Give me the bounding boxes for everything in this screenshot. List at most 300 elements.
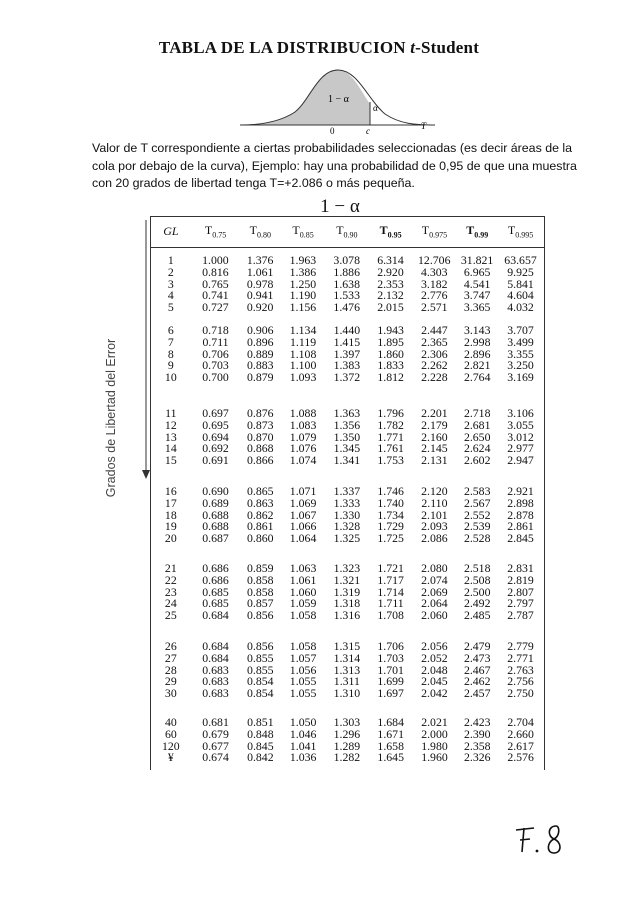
- value-cell: 1.108: [289, 346, 317, 361]
- value-cell: 1.721: [377, 561, 404, 575]
- value-cell: 2.787: [507, 608, 534, 623]
- value-cell: 3.012: [507, 429, 534, 444]
- value-cell: 2.921: [507, 484, 534, 498]
- value-cell: 1.963: [289, 253, 317, 267]
- value-cell: 0.865: [247, 484, 274, 498]
- value-cell: 0.690: [202, 484, 229, 498]
- col-header: $T_{0.75}$: [204, 223, 227, 240]
- value-cell: 0.700: [202, 370, 229, 385]
- df-cell: 11: [165, 406, 177, 420]
- value-cell: 0.856: [247, 608, 274, 623]
- df-cell: 7: [167, 334, 174, 349]
- value-cell: 2.617: [507, 738, 534, 753]
- value-cell: 2.069: [421, 584, 448, 599]
- value-cell: 1.761: [377, 441, 404, 456]
- value-cell: 1.397: [333, 346, 361, 361]
- row-group: [150, 563, 543, 622]
- svg-text:F. 8: F. 8: [512, 820, 514, 821]
- value-cell: 2.896: [463, 346, 491, 361]
- value-cell: 1.782: [377, 417, 404, 432]
- value-cell: 2.624: [463, 441, 491, 456]
- value-cell: 1.156: [289, 300, 317, 315]
- value-cell: 0.692: [202, 441, 229, 456]
- value-cell: 2.021: [421, 715, 448, 729]
- value-cell: 0.686: [202, 572, 229, 587]
- value-cell: 0.889: [247, 346, 274, 361]
- df-cell: 29: [164, 674, 177, 689]
- df-cell: 40: [164, 715, 177, 729]
- value-cell: 2.718: [463, 406, 491, 420]
- col-header: $T_{0.85}$: [292, 223, 314, 240]
- t-label: T: [421, 121, 427, 131]
- value-cell: 0.695: [202, 417, 229, 432]
- value-cell: 2.093: [421, 519, 448, 534]
- table-row: [150, 533, 543, 545]
- value-cell: 2.080: [421, 561, 448, 575]
- table-row: [150, 372, 543, 384]
- table-row: [150, 455, 543, 467]
- description: Valor de T correspondiente a ciertas probabilidades seleccionadas (es decir áreas de la cola por debajo de la curva), Ejemplo: hay una probabilidad de 0,95 de que una muestra con 20 grados de libertad tenga T=+2.086 o más pequeña.: [92, 141, 577, 190]
- value-cell: 2.056: [421, 639, 448, 653]
- value-cell: 1.134: [289, 323, 317, 337]
- value-cell: 1.771: [377, 429, 404, 444]
- value-cell: 2.473: [463, 650, 491, 665]
- c-label: c: [366, 126, 370, 136]
- value-cell: 2.447: [421, 323, 448, 337]
- df-cell: ¥: [167, 750, 174, 765]
- value-cell: 2.000: [421, 726, 448, 741]
- value-cell: 0.845: [247, 738, 274, 753]
- value-cell: 2.779: [507, 639, 534, 653]
- df-cell: 30: [164, 686, 177, 701]
- value-cell: 1.060: [289, 584, 317, 599]
- value-cell: 2.365: [421, 334, 448, 349]
- value-cell: 1.058: [289, 608, 317, 623]
- df-cell: 15: [164, 453, 177, 468]
- df-cell: 21: [164, 561, 177, 575]
- value-cell: 0.868: [247, 441, 274, 456]
- df-cell: 13: [164, 429, 177, 444]
- value-cell: 0.691: [202, 453, 229, 468]
- value-cell: 2.920: [377, 264, 404, 279]
- df-cell: 14: [164, 441, 177, 456]
- value-cell: 2.681: [463, 417, 491, 432]
- value-cell: 4.604: [507, 288, 534, 303]
- value-cell: 2.110: [421, 495, 448, 510]
- value-cell: 2.228: [421, 370, 448, 385]
- value-cell: 1.093: [289, 370, 317, 385]
- value-cell: 0.860: [247, 531, 274, 546]
- value-cell: 1.833: [377, 358, 404, 373]
- table-row: [150, 752, 543, 764]
- value-cell: 0.879: [247, 370, 274, 385]
- value-cell: 1.734: [377, 507, 404, 522]
- value-cell: 0.689: [202, 495, 229, 510]
- row-group: [150, 408, 543, 467]
- region-label: 1 − α: [328, 94, 349, 105]
- value-cell: 1.440: [333, 323, 361, 337]
- value-cell: 1.190: [289, 288, 317, 303]
- value-cell: 2.048: [421, 662, 448, 677]
- value-cell: 2.423: [464, 715, 491, 729]
- value-cell: 6.965: [463, 264, 491, 279]
- value-cell: 2.819: [507, 572, 534, 587]
- value-cell: 2.831: [507, 561, 534, 575]
- value-cell: 0.718: [202, 323, 229, 337]
- row-group: [150, 325, 543, 384]
- value-cell: 1.328: [333, 519, 361, 534]
- df-cell: 2: [167, 264, 174, 279]
- value-cell: 1.812: [377, 370, 404, 385]
- value-cell: 2.660: [507, 726, 534, 741]
- value-cell: 1.701: [377, 662, 404, 677]
- header-divider: [150, 247, 545, 248]
- df-cell: 8: [167, 346, 174, 361]
- value-cell: 2.552: [463, 507, 491, 522]
- value-cell: 2.358: [464, 738, 491, 753]
- value-cell: 1.658: [377, 738, 404, 753]
- value-cell: 1.064: [289, 531, 317, 546]
- value-cell: 1.886: [333, 264, 360, 279]
- value-cell: 1.069: [289, 495, 317, 510]
- value-cell: 2.518: [463, 561, 491, 575]
- gl-header: GL: [163, 223, 179, 238]
- value-cell: 3.365: [463, 300, 491, 315]
- value-cell: 3.355: [507, 346, 534, 361]
- value-cell: 2.015: [377, 300, 404, 315]
- value-cell: 2.756: [507, 674, 534, 689]
- value-cell: 4.303: [420, 264, 448, 279]
- value-cell: 2.576: [507, 750, 534, 765]
- value-cell: 2.306: [421, 346, 448, 361]
- value-cell: 4.032: [507, 300, 534, 315]
- value-cell: 0.866: [247, 453, 274, 468]
- value-cell: 0.858: [247, 572, 274, 587]
- value-cell: 0.851: [247, 715, 274, 729]
- df-cell: 24: [164, 596, 177, 611]
- value-cell: 2.650: [463, 429, 491, 444]
- value-cell: 2.353: [377, 276, 404, 291]
- value-cell: 1.046: [289, 726, 317, 741]
- value-cell: 2.797: [507, 596, 534, 611]
- value-cell: 1.318: [333, 596, 361, 611]
- value-cell: 4.541: [463, 276, 491, 291]
- value-cell: 1.074: [289, 453, 317, 468]
- col-header: $T_{0.80}$: [249, 223, 271, 240]
- value-cell: 2.583: [463, 484, 491, 498]
- df-cell: 6: [167, 323, 174, 337]
- value-cell: 1.314: [333, 650, 361, 665]
- value-cell: 2.060: [421, 608, 448, 623]
- value-cell: 1.119: [290, 334, 317, 349]
- value-cell: 1.796: [377, 406, 404, 420]
- df-cell: 60: [164, 726, 177, 741]
- df-cell: 4: [167, 288, 174, 303]
- value-cell: 1.333: [333, 495, 361, 510]
- value-cell: 3.106: [507, 406, 534, 420]
- value-cell: 2.485: [463, 608, 491, 623]
- value-cell: 0.685: [202, 596, 229, 611]
- value-cell: 1.055: [289, 686, 317, 701]
- value-cell: 0.765: [202, 276, 229, 291]
- col-header: $T_{0.995}$: [507, 223, 534, 240]
- value-cell: 1.311: [333, 674, 360, 689]
- df-cell: 25: [164, 608, 177, 623]
- value-cell: 1.363: [333, 406, 361, 420]
- value-cell: 2.861: [507, 519, 534, 534]
- value-cell: 1.699: [377, 674, 404, 689]
- value-cell: 9.925: [507, 264, 534, 279]
- value-cell: 2.771: [507, 650, 534, 665]
- value-cell: 0.684: [202, 650, 229, 665]
- table-row: [150, 302, 543, 314]
- table-row: [150, 688, 543, 700]
- value-cell: 1.703: [377, 650, 404, 665]
- value-cell: 1.055: [289, 674, 317, 689]
- value-cell: 2.492: [463, 596, 491, 611]
- value-cell: 0.861: [247, 519, 274, 534]
- value-cell: 31.821: [460, 253, 494, 267]
- value-cell: 0.896: [247, 334, 274, 349]
- value-cell: 2.764: [463, 370, 491, 385]
- value-cell: 2.179: [421, 417, 448, 432]
- value-cell: 1.386: [289, 264, 317, 279]
- value-cell: 1.066: [289, 519, 317, 534]
- value-cell: 2.390: [464, 726, 491, 741]
- value-cell: 6.314: [377, 253, 404, 267]
- value-cell: 0.854: [247, 674, 274, 689]
- col-header: $T_{0.99}$: [466, 223, 489, 240]
- value-cell: 1.638: [333, 276, 360, 291]
- value-cell: 2.704: [507, 715, 534, 729]
- value-cell: 1.323: [333, 561, 361, 575]
- value-cell: 1.740: [377, 495, 404, 510]
- signature: [512, 820, 572, 860]
- value-cell: 1.725: [377, 531, 404, 546]
- df-cell: 26: [164, 639, 177, 653]
- value-cell: 2.878: [507, 507, 534, 522]
- value-cell: 1.100: [289, 358, 317, 373]
- value-cell: 0.677: [202, 738, 229, 753]
- value-cell: 2.479: [463, 639, 491, 653]
- value-cell: 1.321: [333, 572, 361, 587]
- value-cell: 1.319: [333, 584, 361, 599]
- value-cell: 2.042: [421, 686, 448, 701]
- table-header: [150, 222, 543, 240]
- value-cell: 2.807: [507, 584, 534, 599]
- value-cell: 2.074: [421, 572, 448, 587]
- value-cell: 0.855: [247, 662, 274, 677]
- value-cell: 2.998: [463, 334, 491, 349]
- value-cell: 2.977: [507, 441, 534, 456]
- value-cell: 0.711: [202, 334, 229, 349]
- value-cell: 0.856: [247, 639, 274, 653]
- value-cell: 1.056: [289, 662, 317, 677]
- value-cell: 1.330: [333, 507, 361, 522]
- value-cell: 0.978: [246, 276, 274, 291]
- value-cell: 1.063: [289, 561, 317, 575]
- value-cell: 0.727: [202, 300, 229, 315]
- df-cell: 9: [167, 358, 174, 373]
- value-cell: 1.943: [377, 323, 404, 337]
- col-header: $T_{0.975}$: [421, 223, 448, 240]
- value-cell: 1.895: [377, 334, 404, 349]
- value-cell: 1.315: [333, 639, 361, 653]
- value-cell: 0.858: [247, 584, 274, 599]
- value-cell: 3.747: [463, 288, 491, 303]
- value-cell: 3.182: [420, 276, 448, 291]
- value-cell: 2.101: [421, 507, 448, 522]
- value-cell: 1.533: [333, 288, 360, 303]
- value-cell: 1.960: [421, 750, 448, 765]
- value-cell: 2.750: [507, 686, 534, 701]
- value-cell: 1.071: [289, 484, 317, 498]
- value-cell: 1.341: [333, 453, 361, 468]
- value-cell: 1.671: [377, 726, 404, 741]
- value-cell: 2.145: [421, 441, 448, 456]
- value-cell: 3.169: [507, 370, 534, 385]
- df-cell: 18: [164, 507, 177, 522]
- value-cell: 1.753: [377, 453, 404, 468]
- value-cell: 3.078: [333, 253, 360, 267]
- value-cell: 0.683: [202, 662, 229, 677]
- value-cell: 2.462: [463, 674, 491, 689]
- value-cell: 1.058: [289, 639, 317, 653]
- value-cell: 2.467: [463, 662, 491, 677]
- value-cell: 0.842: [247, 750, 274, 765]
- value-cell: 2.045: [421, 674, 448, 689]
- value-cell: 0.679: [202, 726, 229, 741]
- value-cell: 0.854: [247, 686, 274, 701]
- df-cell: 1: [167, 253, 174, 267]
- alpha-header: 1 − α: [320, 196, 360, 217]
- value-cell: 0.870: [247, 429, 274, 444]
- value-cell: 2.508: [463, 572, 491, 587]
- value-cell: 2.086: [421, 531, 448, 546]
- value-cell: 0.688: [202, 507, 229, 522]
- value-cell: 0.697: [202, 406, 229, 420]
- value-cell: 1.325: [333, 531, 361, 546]
- value-cell: 0.855: [247, 650, 274, 665]
- value-cell: 1.313: [333, 662, 361, 677]
- value-cell: 5.841: [507, 276, 534, 291]
- value-cell: 1.980: [421, 738, 448, 753]
- value-cell: 2.120: [421, 484, 448, 498]
- value-cell: 63.657: [504, 253, 537, 267]
- value-cell: 1.076: [289, 441, 317, 456]
- value-cell: 0.883: [247, 358, 274, 373]
- shaded-area: [240, 70, 370, 125]
- value-cell: 1.310: [333, 686, 361, 701]
- value-cell: 1.083: [289, 417, 317, 432]
- value-cell: 1.746: [377, 484, 404, 498]
- col-header: $T_{0.90}$: [336, 223, 358, 240]
- value-cell: 1.337: [333, 484, 361, 498]
- value-cell: 1.860: [377, 346, 404, 361]
- value-cell: 1.088: [289, 406, 317, 420]
- value-cell: 1.697: [377, 686, 404, 701]
- value-cell: 1.041: [289, 738, 317, 753]
- value-cell: 1.296: [333, 726, 361, 741]
- value-cell: 0.681: [202, 715, 229, 729]
- value-cell: 1.059: [289, 596, 317, 611]
- value-cell: 1.303: [333, 715, 361, 729]
- df-cell: 19: [164, 519, 177, 534]
- value-cell: 2.763: [507, 662, 534, 677]
- page-title: TABLA DE LA DISTRIBUCION t-Student: [158, 38, 480, 57]
- value-cell: 1.729: [377, 519, 404, 534]
- df-cell: 3: [167, 276, 174, 291]
- col-header: $T_{0.95}$: [379, 223, 402, 240]
- value-cell: 1.036: [289, 750, 317, 765]
- value-cell: 2.131: [421, 453, 448, 468]
- value-cell: 1.079: [289, 429, 317, 444]
- side-label: Grados de Libertad del Error: [104, 338, 118, 498]
- value-cell: 1.356: [333, 417, 361, 432]
- value-cell: 2.064: [421, 596, 448, 611]
- value-cell: 0.920: [246, 300, 274, 315]
- value-cell: 1.706: [377, 639, 404, 653]
- value-cell: 0.706: [202, 346, 229, 361]
- value-cell: 0.906: [247, 323, 274, 337]
- value-cell: 0.686: [202, 561, 229, 575]
- table-row: [150, 610, 543, 622]
- row-group: [150, 486, 543, 545]
- value-cell: 1.717: [377, 572, 404, 587]
- value-cell: 0.683: [202, 674, 229, 689]
- value-cell: 1.711: [377, 596, 404, 611]
- df-cell: 17: [164, 495, 177, 510]
- t-distribution-curve: [240, 62, 440, 136]
- value-cell: 0.873: [247, 417, 274, 432]
- value-cell: 0.862: [247, 507, 274, 522]
- df-cell: 28: [164, 662, 177, 677]
- value-cell: 2.457: [463, 686, 491, 701]
- value-cell: 2.052: [421, 650, 448, 665]
- value-cell: 3.707: [507, 323, 534, 337]
- value-cell: 0.857: [247, 596, 274, 611]
- value-cell: 2.567: [463, 495, 491, 510]
- value-cell: 2.539: [463, 519, 491, 534]
- value-cell: 0.684: [202, 639, 229, 653]
- value-cell: 1.316: [333, 608, 361, 623]
- row-group: [150, 717, 543, 764]
- df-cell: 5: [167, 300, 174, 315]
- df-cell: 22: [164, 572, 177, 587]
- value-cell: 1.057: [289, 650, 317, 665]
- value-cell: 0.688: [202, 519, 229, 534]
- value-cell: 0.741: [202, 288, 229, 303]
- value-cell: 1.708: [377, 608, 404, 623]
- value-cell: 2.262: [421, 358, 448, 373]
- value-cell: 1.250: [289, 276, 317, 291]
- value-cell: 1.415: [333, 334, 361, 349]
- value-cell: 2.821: [463, 358, 491, 373]
- zero-label: 0: [330, 126, 335, 136]
- value-cell: 1.067: [289, 507, 317, 522]
- value-cell: 1.684: [377, 715, 404, 729]
- value-cell: 2.160: [421, 429, 448, 444]
- value-cell: 1.061: [289, 572, 317, 587]
- df-cell: 20: [164, 531, 177, 546]
- value-cell: 2.132: [377, 288, 404, 303]
- value-cell: 0.859: [247, 561, 274, 575]
- value-cell: 0.694: [202, 429, 229, 444]
- value-cell: 0.687: [202, 531, 229, 546]
- value-cell: 1.061: [246, 264, 274, 279]
- value-cell: 0.863: [247, 495, 274, 510]
- value-cell: 0.685: [202, 584, 229, 599]
